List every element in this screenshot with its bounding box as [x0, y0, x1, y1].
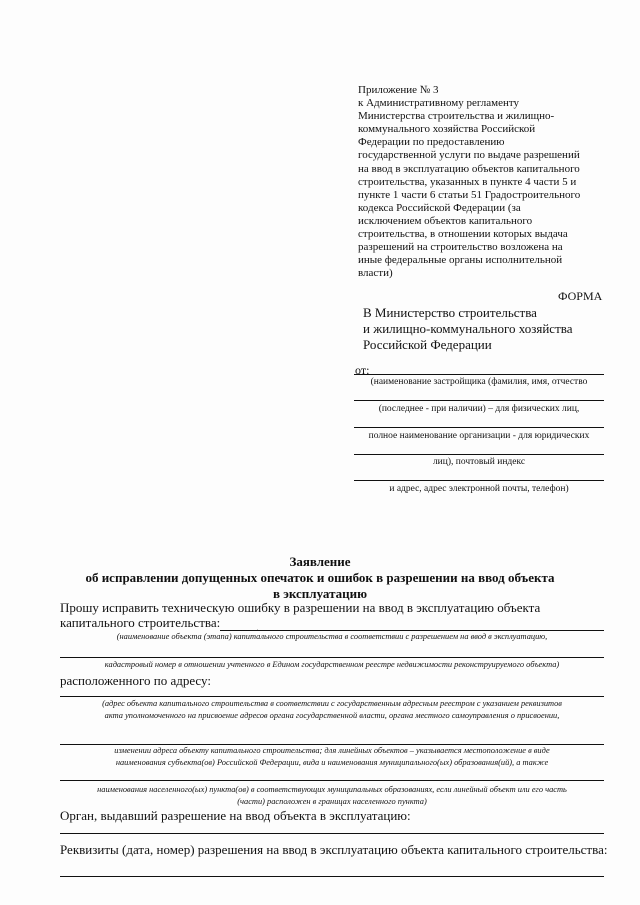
- cadastral-note: кадастровый номер в отношении учтенного в Едином государственном реестре недвижимости реконструируемого объекта): [104, 660, 560, 669]
- applicant-field-line[interactable]: [354, 374, 604, 375]
- address-label: расположенного по адресу:: [60, 673, 211, 688]
- document-subtitle: в эксплуатацию: [272, 586, 368, 601]
- appendix-line: Министерства строительства и жилищно-: [358, 110, 555, 123]
- object-label: капитального строительства:: [60, 615, 221, 630]
- appendix-line: коммунального хозяйства Российской: [358, 123, 536, 136]
- address-field-line[interactable]: [60, 744, 604, 745]
- appendix-line: Федерации по предоставлению: [358, 136, 505, 149]
- appendix-line: разрешений на строительство возложена на: [358, 241, 563, 254]
- object-name-field-line[interactable]: [60, 657, 604, 658]
- organ-field-line[interactable]: [60, 833, 604, 834]
- appendix-line: к Административному регламенту: [358, 97, 520, 110]
- form-label: ФОРМА: [558, 289, 603, 303]
- applicant-caption: лиц), почтовый индекс: [432, 457, 526, 467]
- addressee-block: [363, 305, 573, 353]
- applicant-caption: (наименование застройщика (фамилия, имя, отчество: [370, 377, 588, 387]
- addressee-line: и жилищно-коммунального хозяйства: [363, 321, 573, 336]
- address-note: наименования субъекта(ов) Российской Федерации, вида и наименования муниципального(ых) образования(ий), а также: [115, 758, 549, 767]
- appendix-header: [358, 84, 608, 280]
- appendix-line: Приложение № 3: [358, 84, 439, 96]
- applicant-field-line[interactable]: [354, 427, 604, 428]
- organ-label: Орган, выдавший разрешение на ввод объекта в эксплуатацию:: [60, 808, 411, 823]
- object-name-note: (наименование объекта (этапа) капитального строительства в соответствии с разрешением на ввод в эксплуатацию,: [116, 632, 548, 641]
- appendix-line: пункте 1 части 6 статьи 51 Градостроительного: [358, 188, 581, 201]
- appendix-line: исключением объектов капитального: [358, 214, 533, 227]
- requisites-field-line[interactable]: [60, 876, 604, 877]
- appendix-line: власти): [358, 267, 393, 280]
- applicant-field-line[interactable]: [354, 400, 604, 401]
- requisites-label: Реквизиты (дата, номер) разрешения на ввод в эксплуатацию объекта капитального строительства:: [60, 842, 608, 857]
- appendix-line: на ввод в эксплуатацию объектов капитального: [358, 162, 580, 175]
- applicant-caption: (последнее - при наличии) – для физических лиц,: [378, 404, 580, 414]
- object-name-field-line[interactable]: [220, 630, 604, 631]
- address-note: (части) расположен в границах населенного пункта): [237, 797, 427, 806]
- document-title: Заявление: [289, 554, 351, 569]
- address-note: наименования населенного(ых) пункта(ов) в соответствующих муниципальных образованиях, если линейный объект или его часть: [97, 785, 567, 794]
- address-field-line[interactable]: [60, 696, 604, 697]
- addressee-line: В Министерство строительства: [363, 305, 537, 320]
- request-text: Прошу исправить техническую ошибку в разрешении на ввод в эксплуатацию объекта: [60, 600, 541, 615]
- applicant-caption: полное наименование организации - для юридических: [368, 431, 590, 441]
- appendix-line: строительства, указанных в пункте 4 части 5 и: [358, 175, 577, 188]
- appendix-line: строительства, в отношении которых выдача: [358, 228, 568, 241]
- applicant-field-line[interactable]: [354, 454, 604, 455]
- address-field-line[interactable]: [60, 780, 604, 781]
- appendix-line: иные федеральные органы исполнительной: [358, 254, 563, 267]
- from-label: от:: [355, 363, 370, 377]
- address-note: акта уполномоченного на присвоение адресов органа государственной власти, органа местного самоуправления о присвоении,: [104, 711, 560, 720]
- applicant-field-line[interactable]: [354, 480, 604, 481]
- address-note: (адрес объекта капитального строительства в соответствии с государственным адресным реестром с указанием реквизитов: [102, 699, 562, 708]
- appendix-line: государственной услуги по выдаче разрешений: [358, 149, 580, 162]
- field-dot: .: [256, 620, 259, 634]
- applicant-caption: и адрес, адрес электронной почты, телефон): [389, 484, 569, 494]
- addressee-line: Российской Федерации: [363, 337, 492, 352]
- address-note: изменении адреса объекту капитального строительства; для линейных объектов – указывается местоположение в виде: [114, 746, 550, 755]
- document-subtitle: об исправлении допущенных опечаток и ошибок в разрешении на ввод объекта: [85, 570, 555, 585]
- appendix-line: кодекса Российской Федерации (за: [358, 201, 521, 214]
